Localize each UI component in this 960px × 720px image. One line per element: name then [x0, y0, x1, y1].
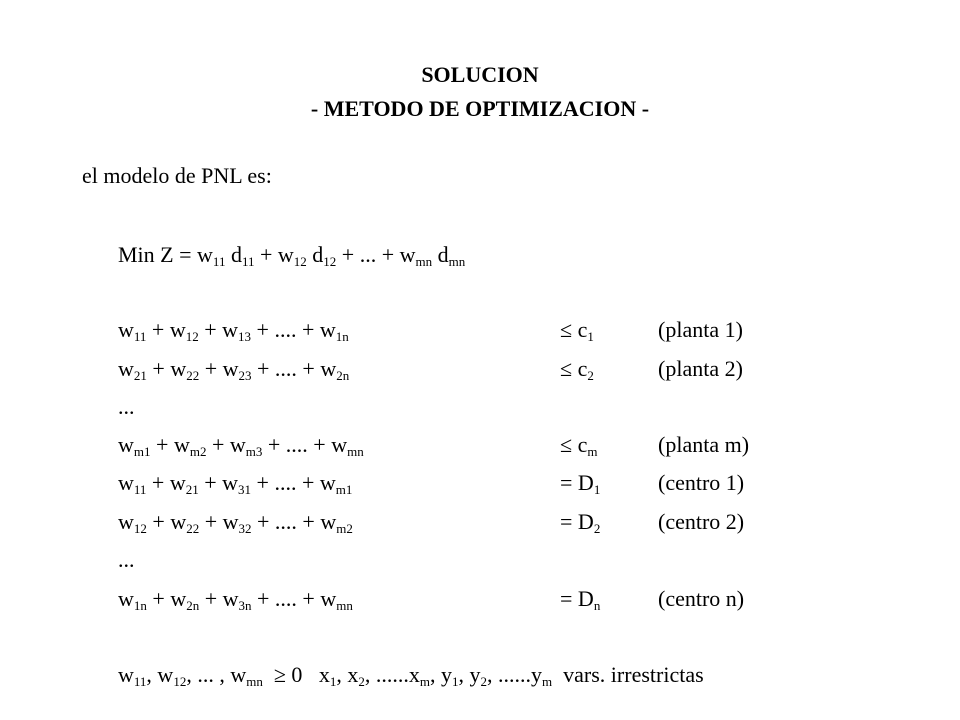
constraint-lhs: $w_{11} + w_{21} + w_{31}$ + .... + $w_{m1}$	[118, 470, 353, 497]
nonnegativity-line: $w_{11}$, $w_{12}$, ... , $w_{mn} \ge 0$ $x_1$, $x_2$, $......x_m$, $y_1$, $y_2$, $......y_m$ vars. irrestrictas	[118, 662, 704, 689]
title-solucion: SOLUCION	[421, 62, 539, 87]
nonneg-note: vars. irrestrictas	[563, 662, 704, 687]
constraint-label: (planta 1)	[658, 317, 743, 342]
constraint-rhs: ≤ $c_1$	[560, 317, 594, 344]
objective-function	[118, 242, 465, 268]
constraint-lhs: $w_{11} + w_{12} + w_{13}$ + .... + $w_{1n}$	[118, 317, 349, 344]
objective-prefix: Min Z =	[118, 242, 192, 267]
constraint-label: (centro 1)	[658, 470, 745, 495]
nonneg-relation: ≥ 0	[273, 662, 303, 687]
ellipsis-row: ...	[118, 394, 135, 419]
constraint-label: (centro n)	[658, 586, 745, 611]
title-metodo: - METODO DE OPTIMIZACION -	[310, 96, 650, 121]
constraint-label: (planta m)	[658, 432, 750, 457]
objective-sep: +	[259, 242, 273, 267]
constraint-lhs: $w_{12} + w_{22} + w_{32}$ + .... + $w_{m2}$	[118, 509, 353, 536]
constraint-lhs: $w_{1n} + w_{2n} + w_{3n}$ + .... + $w_{mn}$	[118, 586, 353, 613]
objective-term: $w_{12}$ $d_{12}$	[277, 242, 337, 269]
objective-term: $w_{mn}$ $d_{mn}$	[399, 242, 466, 269]
constraint-label: (centro 2)	[658, 509, 745, 534]
objective-sep: + ... +	[341, 242, 395, 267]
constraint-label: (planta 2)	[658, 356, 743, 381]
constraint-rhs: ≤ $c_2$	[560, 356, 594, 383]
ellipsis-row: ...	[118, 547, 135, 572]
constraint-rhs: = $D_n$	[560, 586, 601, 613]
intro-text: el modelo de PNL es:	[82, 163, 272, 188]
constraint-lhs: $w_{21} + w_{22} + w_{23}$ + .... + $w_{2n}$	[118, 356, 350, 383]
constraint-rhs: = $D_1$	[560, 470, 601, 497]
constraint-rhs: ≤ $c_m$	[560, 432, 598, 459]
constraint-rhs: = $D_2$	[560, 509, 601, 536]
constraint-lhs: $w_{m1} + w_{m2} + w_{m3}$ + .... + $w_{mn}$	[118, 432, 364, 459]
objective-term: $w_{11}$ $d_{11}$	[197, 242, 255, 269]
